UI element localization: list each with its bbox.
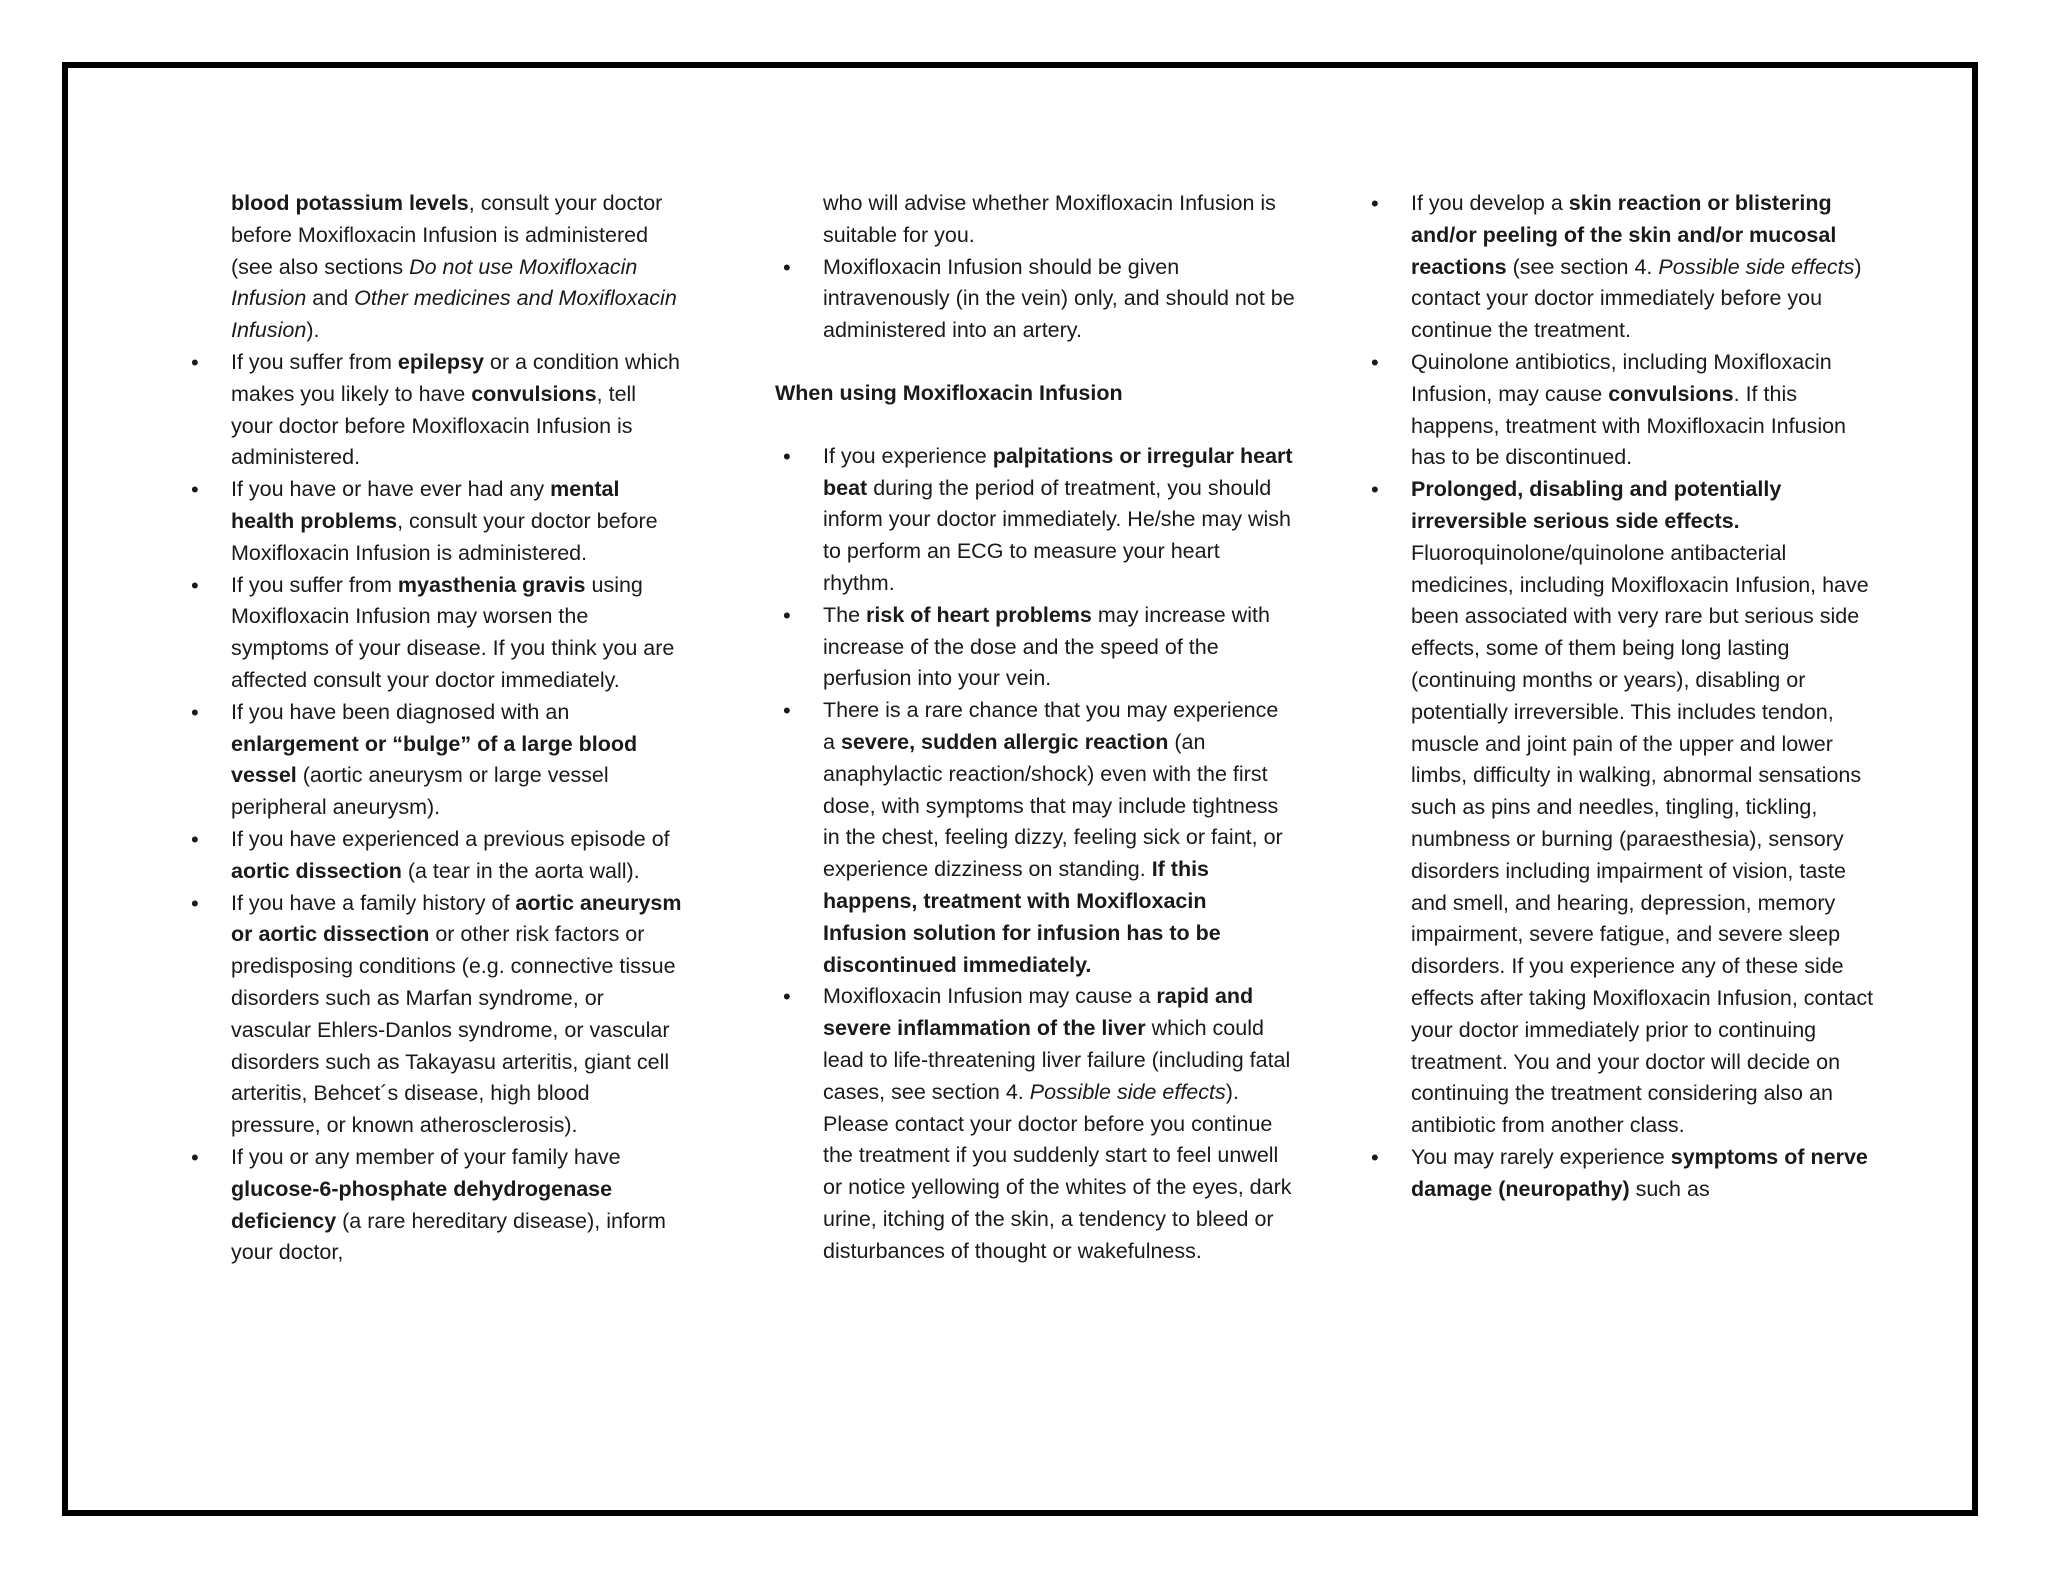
list-item [775,981,1295,1267]
text-run: or a condition which makes you likely to have [231,349,680,406]
continued-paragraph [775,188,1295,252]
text-run: (a tear in the aorta wall). [401,858,640,883]
list-item [183,474,683,569]
italic-text: Other medicines and Moxifloxacin Infusion [231,286,677,343]
text-run: If you develop a [1411,191,1569,215]
bold-text: convulsions [1608,381,1734,406]
bold-text: If this happens, treatment with Moxifloxacin Infusion solution for infusion has to be discontinued immediately. [823,857,1221,977]
bullet-list-top [775,252,1295,347]
bullet-list [1363,188,1883,1206]
list-item [1363,347,1883,474]
list-item [775,695,1295,981]
continued-paragraph [183,188,683,347]
text-run: , consult your doctor before Moxifloxacin Infusion is administered. [231,508,658,565]
list-item [1363,474,1883,1142]
bold-text: symptoms of nerve damage (neuropathy) [1411,1144,1868,1201]
text-run: (aortic aneurysm or large vessel peripheral aneurysm). [231,763,609,820]
text-run: If you experience [823,443,993,468]
text-run: The [823,602,867,627]
italic-text: Possible side effects [1658,254,1855,279]
bold-text: enlargement or “bulge” of a large blood vessel [231,731,638,788]
text-run: (see section 4. [1506,254,1659,279]
text-run: who will advise whether Moxifloxacin Infusion is suitable for you. [823,191,1276,247]
text-run: or other risk factors or predisposing conditions (e.g. connective tissue disorders such as Marfan syndrome, or vascular Ehlers-Danlos syndrome, or vascular disorders such as Takayasu arteritis, giant cell arteritis, Behcet´s disease, high blood pressure, or known atherosclerosis). [231,922,676,1138]
text-run: , tell your doctor before Moxifloxacin Infusion is administered. [231,381,637,470]
column-3 [1363,188,1883,1206]
text-run: If you have or have ever had any [231,477,551,502]
bold-text: epilepsy [397,349,484,374]
text-run: If you suffer from [231,349,398,374]
bold-text: mental health problems [231,477,620,533]
list-item [183,824,683,888]
italic-text: Do not use Moxifloxacin Infusion [231,254,638,311]
text-run: during the period of treatment, you should inform your doctor immediately. He/she may wish to perform an ECG to measure your heart rhythm. [823,475,1291,595]
bullet-list [183,347,683,1269]
list-item [183,570,683,697]
bold-text: aortic dissection [231,858,402,883]
list-item [775,441,1295,600]
text-run: ). [306,318,320,343]
bold-text: risk of heart problems [866,602,1092,627]
text-run: If you or any member of your family have [231,1144,621,1169]
text-run: If you have a family history of [231,890,516,915]
list-item [1363,188,1883,347]
column-2 [775,188,1295,1268]
bold-text: aortic aneurysm or aortic dissection [231,890,682,947]
text-run: Quinolone antibiotics, including Moxifloxacin Infusion, may cause [1411,349,1832,406]
section-heading: When using Moxifloxacin Infusion [775,380,1123,405]
text-run: Moxifloxacin Infusion may cause a [823,984,1157,1009]
text-run: If you have experienced a previous episode of [231,826,670,851]
text-run: (an anaphylactic reaction/shock) even with the first dose, with symptoms that may include tightness in the chest, feeling dizzy, feeling sick or faint, or experience dizziness on standing. [823,729,1283,882]
text-run: If you have been diagnosed with an [231,699,570,724]
bold-text: myasthenia gravis [397,572,586,597]
italic-text: Possible side effects [1029,1079,1226,1104]
text-run: There is a rare chance that you may experience a [823,698,1279,754]
bold-text: blood potassium levels [231,191,469,215]
bold-text: skin reaction or blistering and/or peeling of the skin and/or mucosal reactions [1411,191,1837,279]
text-run: (a rare hereditary disease), inform your doctor, [231,1208,666,1265]
text-run: Moxifloxacin Infusion should be given intravenously (in the vein) only, and should not be administered into an artery. [823,254,1295,343]
text-run: You may rarely experience [1411,1144,1671,1169]
text-run: ) contact your doctor immediately before you continue the treatment. [1411,254,1862,343]
bold-text: glucose-6-phosphate dehydrogenase deficiency [231,1176,613,1233]
bold-text: convulsions [471,381,597,406]
bold-text: Prolonged, disabling and potentially irreversible serious side effects. [1411,477,1782,533]
list-item [183,697,683,824]
text-run: and [306,286,355,311]
text-run: ). Please contact your doctor before you continue the treatment if you suddenly start to feel unwell or notice yellowing of the whites of the eyes, dark urine, itching of the skin, a tendency to bleed or disturbances of thought or wakefulness. [823,1079,1292,1263]
text-run: Fluoroquinolone/quinolone antibacterial medicines, including Moxifloxacin Infusion, have been associated with very rare but serious side effects, some of them being long lasting (continuing months or years), disabling or potentially irreversible. This includes tendon, muscle and joint pain of the upper and lower limbs, difficulty in walking, abnormal sensations such as pins and needles, tingling, tickling, numbness or burning (paraesthesia), sensory disorders including impairment of vision, taste and smell, and hearing, depression, memory impairment, severe fatigue, and severe sleep disorders. If you experience any of these side effects after taking Moxifloxacin Infusion, contact your doctor immediately prior to continuing treatment. You and your doctor will decide on continuing the treatment considering also an antibiotic from another class. [1411,540,1874,1138]
list-item [183,1142,683,1269]
text-run: may increase with increase of the dose and the speed of the perfusion into your vein. [823,602,1270,691]
text-run: , consult your doctor before Moxifloxacin Infusion is administered (see also sections [231,191,663,279]
text-run: which could lead to life-threatening liver failure (including fatal cases, see section 4. [823,1016,1291,1104]
list-item [183,347,683,474]
list-item [183,888,683,1142]
text-run: such as [1629,1176,1710,1201]
text-run: If you suffer from [231,572,398,597]
list-item [775,600,1295,695]
bullet-list [775,441,1295,1268]
text-run: using Moxifloxacin Infusion may worsen the symptoms of your disease. If you think you are affected consult your doctor immediately. [231,572,675,692]
list-item [775,252,1295,347]
text-run: . If this happens, treatment with Moxifloxacin Infusion has to be discontinued. [1411,381,1847,470]
bold-text: severe, sudden allergic reaction [840,729,1169,754]
list-item [1363,1142,1883,1206]
bold-text: rapid and severe inflammation of the liver [823,984,1254,1041]
bold-text: palpitations or irregular heart beat [823,443,1293,500]
column-1 [183,188,683,1269]
